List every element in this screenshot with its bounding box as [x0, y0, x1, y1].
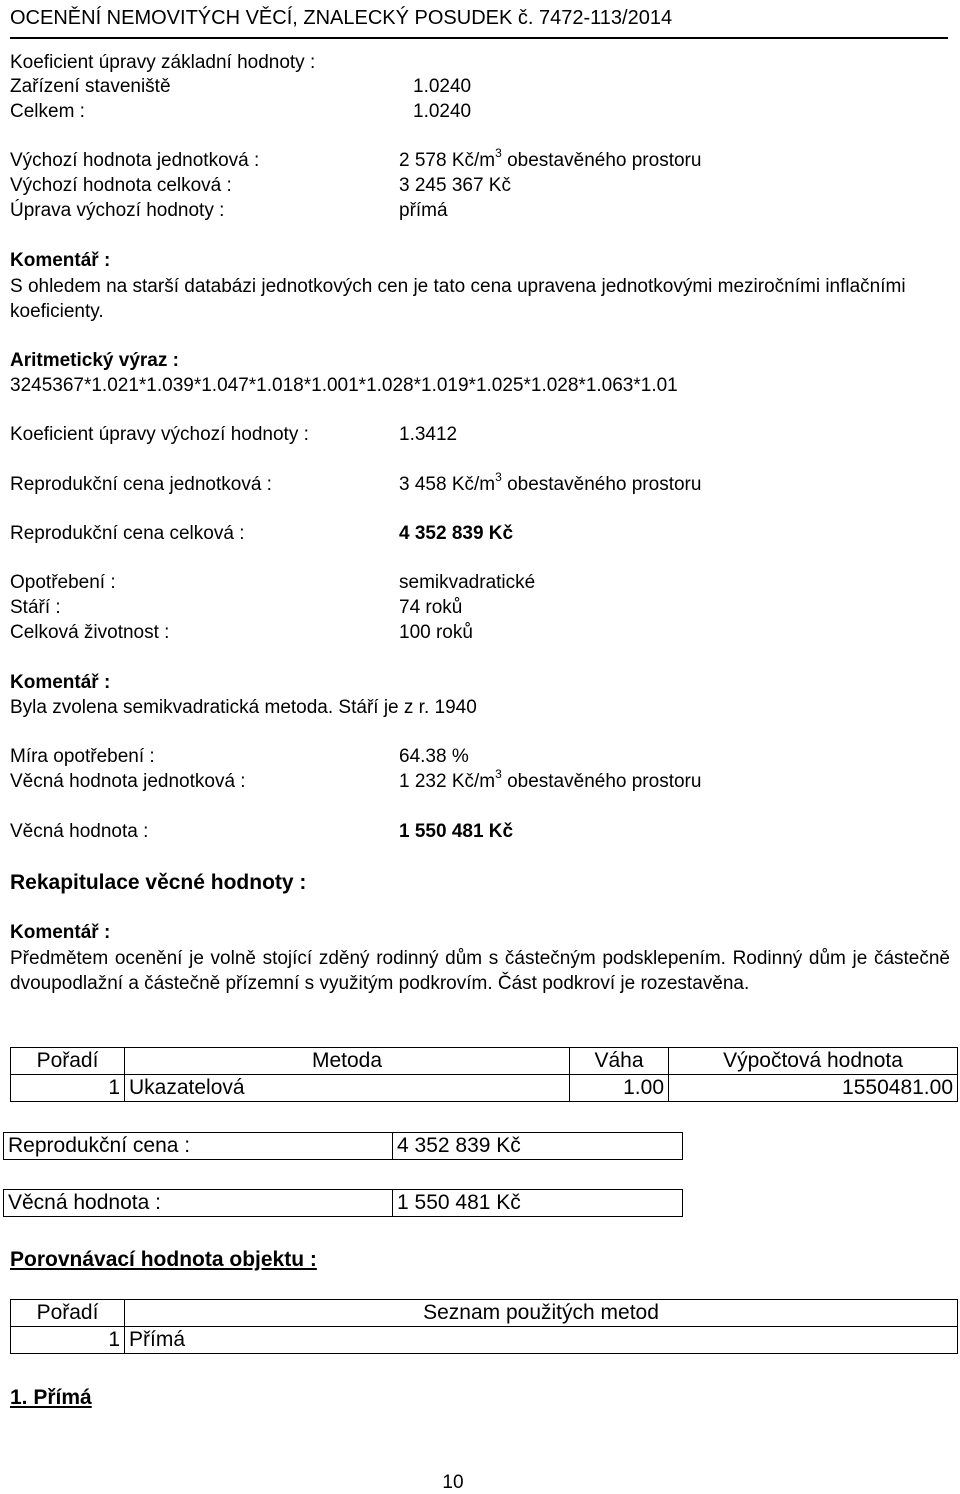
table-row — [4, 1190, 683, 1217]
recap-comment-text: Předmětem ocenění je volně stojící zděný rodinný dům s částečným podsklepením. Rodinný dům je částečně dvoupodlažní a částečně přízemní s využitým podkrovím. Část podkroví je rozestavěna. — [10, 948, 950, 994]
col-header: Váha — [570, 1048, 669, 1075]
comment2-text: Byla zvolena semikvadratická metoda. Stáří je z r. 1940 — [10, 697, 477, 718]
coef-adjust-label: Koeficient úpravy výchozí hodnoty : — [10, 424, 309, 445]
col-header: Výpočtová hodnota — [669, 1048, 958, 1075]
table-cell: 1 — [11, 1327, 125, 1354]
table-row — [11, 1327, 958, 1354]
comment1-text: S ohledem na starší databázi jednotkových cen je tato cena upravena jednotkovými meziročními inflačními koeficienty. — [10, 276, 906, 322]
table-row — [4, 1133, 683, 1160]
recap-heading: Rekapitulace věcné hodnoty : — [10, 871, 307, 894]
material-total-label: Věcná hodnota : — [10, 821, 149, 842]
coef-total-value: 1.0240 — [413, 101, 472, 122]
repro-summary-box — [3, 1132, 683, 1160]
col-header: Metoda — [125, 1048, 570, 1075]
col-header: Pořadí — [11, 1300, 125, 1327]
coef-adjust-value: 1.3412 — [399, 424, 458, 445]
base-adjust-value: přímá — [399, 200, 448, 221]
wear-rate-value: 64.38 % — [399, 746, 469, 767]
method-table — [10, 1047, 958, 1102]
arith-expr: 3245367*1.021*1.039*1.047*1.018*1.001*1.028*1.019*1.025*1.028*1.063*1.01 — [10, 375, 678, 396]
repro-total-value: 4 352 839 Kč — [399, 523, 514, 544]
base-total-value: 3 245 367 Kč — [399, 175, 511, 196]
base-unit-label: Výchozí hodnota jednotková : — [10, 150, 260, 171]
header-title: OCENĚNÍ NEMOVITÝCH VĚCÍ, ZNALECKÝ POSUDEK č. 7472-113/2014 — [10, 7, 673, 29]
arith-label: Aritmetický výraz : — [10, 350, 179, 371]
material-unit-value: 1 232 $Kč/m^3$ obestavěného prostoru — [399, 766, 702, 792]
wear-value: semikvadratické — [399, 572, 536, 593]
life-value: 100 roků — [399, 622, 473, 643]
summary-label: Věcná hodnota : — [4, 1190, 393, 1217]
age-label: Stáří : — [10, 597, 61, 618]
recap-comment-label: Komentář : — [10, 922, 111, 943]
section-heading-prima: 1. Přímá — [10, 1386, 92, 1409]
coef-item-value: 1.0240 — [413, 76, 472, 97]
comparative-heading: Porovnávací hodnota objektu : — [10, 1248, 317, 1271]
base-total-label: Výchozí hodnota celková : — [10, 175, 232, 196]
header-rule — [10, 37, 948, 39]
repro-total-label: Reprodukční cena celková : — [10, 523, 245, 544]
comment1-label: Komentář : — [10, 250, 111, 271]
table-row — [11, 1075, 958, 1102]
base-adjust-label: Úprava výchozí hodnoty : — [10, 200, 225, 221]
coef-item-label: Zařízení staveniště — [10, 76, 171, 97]
comparative-table — [10, 1299, 958, 1354]
base-unit-value: 2 578 $Kč/m^3$ obestavěného prostoru — [399, 145, 702, 171]
table-cell: 1 — [11, 1075, 125, 1102]
wear-rate-label: Míra opotřebení : — [10, 746, 155, 767]
material-total-value: 1 550 481 Kč — [399, 821, 514, 842]
comparative-table-header — [11, 1300, 958, 1327]
repro-unit-value: 3 458 $Kč/m^3$ obestavěného prostoru — [399, 469, 702, 495]
table-cell: 1.00 — [570, 1075, 669, 1102]
table-cell: 1550481.00 — [669, 1075, 958, 1102]
material-unit-label: Věcná hodnota jednotková : — [10, 771, 246, 792]
comment2-label: Komentář : — [10, 672, 111, 693]
summary-value: 1 550 481 Kč — [393, 1190, 683, 1217]
page-number: 10 — [442, 1472, 464, 1493]
col-header: Seznam použitých metod — [125, 1300, 958, 1327]
summary-label: Reprodukční cena : — [4, 1133, 393, 1160]
repro-unit-label: Reprodukční cena jednotková : — [10, 474, 272, 495]
col-header: Pořadí — [11, 1048, 125, 1075]
age-value: 74 roků — [399, 597, 463, 618]
wear-label: Opotřebení : — [10, 572, 116, 593]
table-cell: Ukazatelová — [125, 1075, 570, 1102]
coef-heading: Koeficient úpravy základní hodnoty : — [10, 52, 316, 73]
method-table-header — [11, 1048, 958, 1075]
table-cell: Přímá — [125, 1327, 958, 1354]
coef-total-label: Celkem : — [10, 101, 85, 122]
life-label: Celková životnost : — [10, 622, 170, 643]
summary-value: 4 352 839 Kč — [393, 1133, 683, 1160]
material-summary-box — [3, 1189, 683, 1217]
